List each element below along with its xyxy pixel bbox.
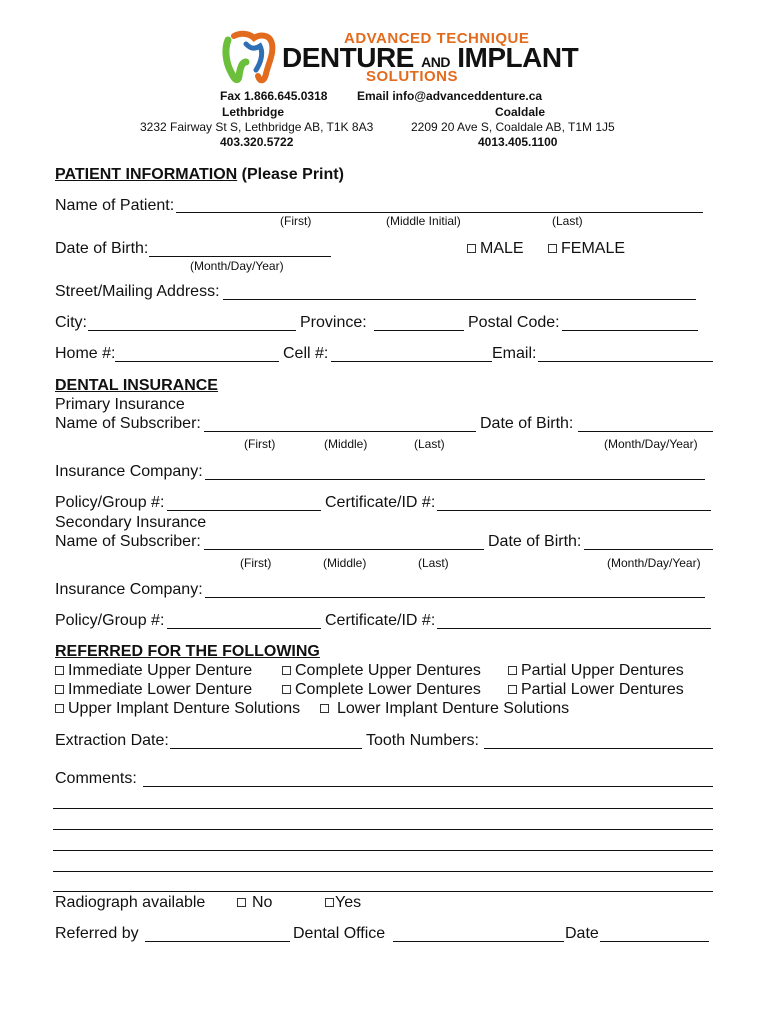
primary-subscriber-label: Name of Subscriber: [55,415,201,432]
home-phone-label: Home #: [55,345,116,362]
email-address: Email info@advanceddenture.ca [357,89,543,103]
option-upper-implant[interactable] [55,700,300,718]
option-label: Partial Lower Dentures [521,681,684,698]
dental-insurance-heading: DENTAL INSURANCE [55,377,218,394]
secondary-dob-label: Date of Birth: [488,533,582,550]
option-partial-upper[interactable] [508,662,684,680]
left-city: Lethbridge [222,105,284,119]
patient-info-title: PATIENT INFORMATION [55,166,238,183]
radiograph-yes-checkbox[interactable] [325,898,334,907]
primary-subscriber-field[interactable] [204,431,476,432]
female-checkbox[interactable] [548,244,557,253]
date-field[interactable] [600,941,709,942]
left-phone: 403.320.5722 [220,135,294,149]
option-label: Immediate Lower Denture [68,681,253,698]
primary-dob-field[interactable] [578,431,713,432]
primary-insurance-label: Primary Insurance [55,396,185,413]
checkbox[interactable] [508,666,517,675]
fax-number: Fax 1.866.645.0318 [220,89,328,103]
radiograph-no-option[interactable] [237,894,272,912]
logo-line-1: ADVANCED TECHNIQUE [344,30,530,47]
radiograph-no-label: No [252,894,273,911]
logo-word-denture: DENTURE [282,42,414,73]
male-checkbox[interactable] [467,244,476,253]
dental-office-label: Dental Office [293,925,386,942]
primary-last-caption: (Last) [414,437,445,451]
referred-by-label: Referred by [55,925,139,942]
primary-first-caption: (First) [244,437,276,451]
option-lower-implant[interactable] [320,700,569,718]
secondary-middle-caption: (Middle) [323,556,367,570]
option-label: Complete Upper Dentures [295,662,481,679]
option-complete-lower[interactable] [282,681,481,699]
comments-line-4[interactable] [53,850,713,851]
checkbox[interactable] [282,666,291,675]
option-partial-lower[interactable] [508,681,684,699]
referred-for-heading: REFERRED FOR THE FOLLOWING [55,643,320,660]
checkbox[interactable] [282,685,291,694]
please-print-note: (Please Print) [241,166,344,183]
city-label: City: [55,314,87,331]
primary-company-label: Insurance Company: [55,463,203,480]
dob-caption: (Month/Day/Year) [190,259,284,273]
patient-name-field[interactable] [176,212,703,213]
secondary-company-label: Insurance Company: [55,581,203,598]
name-last-caption: (Last) [552,214,583,228]
dob-label: Date of Birth: [55,240,149,257]
home-phone-field[interactable] [115,361,279,362]
secondary-dob-field[interactable] [584,549,713,550]
tooth-numbers-label: Tooth Numbers: [366,732,479,749]
checkbox[interactable] [320,704,329,713]
comments-line-1[interactable] [143,786,713,787]
extraction-date-field[interactable] [170,748,362,749]
city-field[interactable] [88,330,296,331]
option-complete-upper[interactable] [282,662,481,680]
secondary-cert-field[interactable] [437,628,711,629]
option-label: Lower Implant Denture Solutions [337,700,570,717]
right-address: 2209 20 Ave S, Coaldale AB, T1M 1J5 [411,120,615,134]
option-immediate-upper[interactable] [55,662,252,680]
secondary-last-caption: (Last) [418,556,449,570]
secondary-first-caption: (First) [240,556,272,570]
postal-code-label: Postal Code: [468,314,560,331]
radiograph-label: Radiograph available [55,894,206,911]
secondary-dob-caption: (Month/Day/Year) [607,556,701,570]
primary-company-field[interactable] [205,479,705,480]
referred-by-field[interactable] [145,941,290,942]
province-label: Province: [300,314,367,331]
secondary-cert-label: Certificate/ID #: [325,612,436,629]
tooth-numbers-field[interactable] [484,748,713,749]
primary-policy-field[interactable] [167,510,321,511]
street-field[interactable] [223,299,696,300]
patient-info-heading [55,166,344,184]
postal-code-field[interactable] [562,330,698,331]
comments-line-3[interactable] [53,829,713,830]
option-label: Immediate Upper Denture [68,662,253,679]
option-label: Complete Lower Dentures [295,681,481,698]
patient-name-label: Name of Patient: [55,197,175,214]
comments-line-6[interactable] [53,891,713,892]
checkbox[interactable] [55,704,64,713]
name-middle-caption: (Middle Initial) [386,214,461,228]
dental-office-field[interactable] [393,941,564,942]
cell-phone-field[interactable] [331,361,492,362]
secondary-insurance-label: Secondary Insurance [55,514,207,531]
left-address: 3232 Fairway St S, Lethbridge AB, T1K 8A3 [140,120,374,134]
province-field[interactable] [374,330,464,331]
logo-word-and: AND [421,54,450,70]
secondary-policy-label: Policy/Group #: [55,612,165,629]
female-label: FEMALE [561,240,626,257]
right-phone: 4013.405.1100 [478,135,558,149]
extraction-date-label: Extraction Date: [55,732,169,749]
cell-phone-label: Cell #: [283,345,329,362]
primary-cert-field[interactable] [437,510,711,511]
comments-label: Comments: [55,770,137,787]
radiograph-no-checkbox[interactable] [237,898,246,907]
secondary-subscriber-label: Name of Subscriber: [55,533,201,550]
dob-field[interactable] [149,256,331,257]
logo-word-implant: IMPLANT [457,42,579,73]
comments-line-2[interactable] [53,808,713,809]
email-label: Email: [492,345,537,362]
checkbox[interactable] [508,685,517,694]
primary-policy-label: Policy/Group #: [55,494,165,511]
male-label: MALE [480,240,524,257]
radiograph-yes-option[interactable] [325,894,361,912]
logo-line-3: SOLUTIONS [366,68,459,85]
primary-dob-caption: (Month/Day/Year) [604,437,698,451]
option-label: Upper Implant Denture Solutions [68,700,301,717]
option-label: Partial Upper Dentures [521,662,684,679]
radiograph-yes-label: Yes [335,894,362,911]
checkbox[interactable] [55,666,64,675]
primary-middle-caption: (Middle) [324,437,368,451]
name-first-caption: (First) [280,214,312,228]
street-label: Street/Mailing Address: [55,283,220,300]
female-option[interactable] [548,240,625,258]
date-label: Date [565,925,599,942]
secondary-policy-field[interactable] [167,628,321,629]
right-city: Coaldale [495,105,546,119]
secondary-subscriber-field[interactable] [204,549,484,550]
male-option[interactable] [467,240,524,258]
primary-dob-label: Date of Birth: [480,415,574,432]
comments-line-5[interactable] [53,871,713,872]
option-immediate-lower[interactable] [55,681,252,699]
email-field[interactable] [538,361,713,362]
primary-cert-label: Certificate/ID #: [325,494,436,511]
checkbox[interactable] [55,685,64,694]
secondary-company-field[interactable] [205,597,705,598]
tooth-logo-icon [220,30,278,86]
